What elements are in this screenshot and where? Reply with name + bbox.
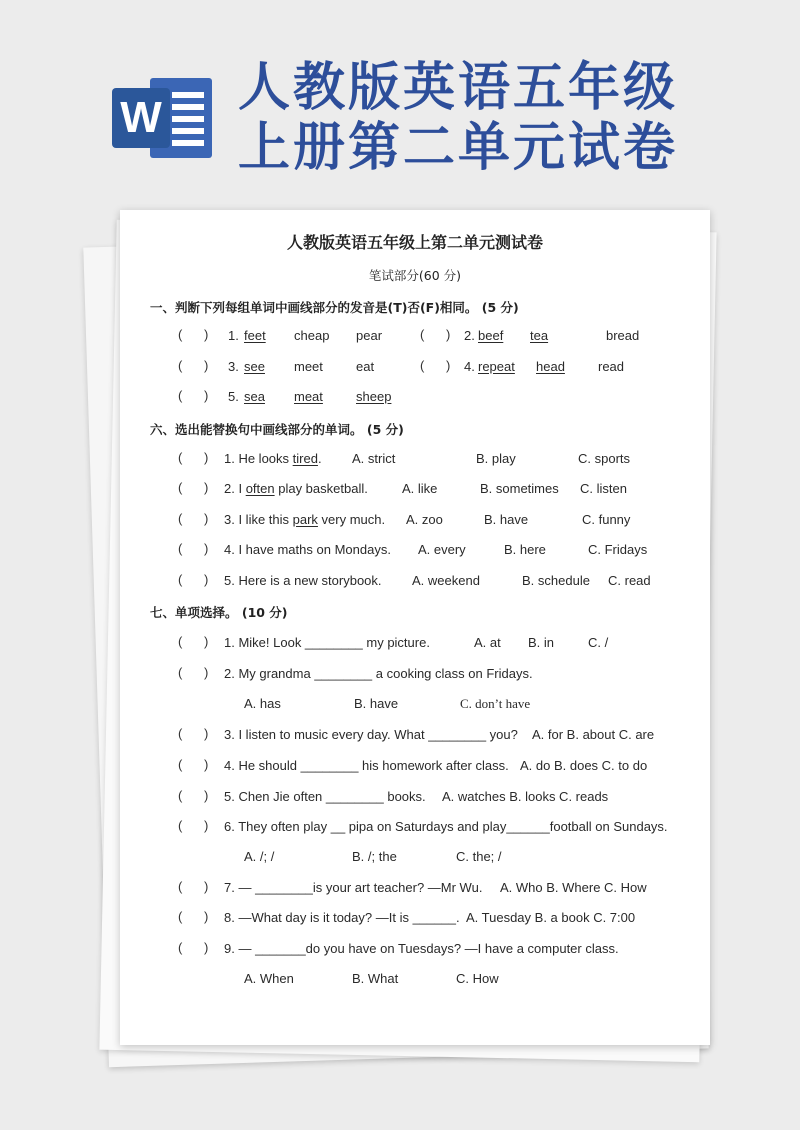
word-doc-icon — [112, 78, 212, 158]
document-subtitle: 笔试部分(60 分) — [368, 268, 462, 283]
answer-blank[interactable]: ( ) — [178, 940, 209, 955]
answer-blank[interactable]: ( ) — [178, 358, 209, 373]
answer-blank[interactable]: ( ) — [178, 450, 209, 465]
answer-blank[interactable]: ( ) — [420, 327, 451, 342]
answer-blank[interactable]: ( ) — [178, 909, 209, 924]
answer-blank[interactable]: ( ) — [178, 388, 209, 403]
answer-blank[interactable]: ( ) — [178, 788, 209, 803]
document-title: 人教版英语五年级上第二单元测试卷 — [286, 233, 543, 252]
section-1-heading: 一、判断下列每组单词中画线部分的发音是(T)否(F)相同。 (5 分) — [150, 300, 519, 315]
answer-blank[interactable]: ( ) — [178, 634, 209, 649]
answer-blank[interactable]: ( ) — [178, 757, 209, 772]
answer-blank[interactable]: ( ) — [178, 511, 209, 526]
answer-blank[interactable]: ( ) — [178, 327, 209, 342]
section-3-heading: 七、单项选择。 (10 分) — [150, 605, 288, 620]
banner — [0, 0, 800, 200]
answer-blank[interactable]: ( ) — [178, 480, 209, 495]
answer-blank[interactable]: ( ) — [178, 541, 209, 556]
answer-blank[interactable]: ( ) — [178, 665, 209, 680]
answer-blank[interactable]: ( ) — [178, 572, 209, 587]
banner-title-line1: 人教版英语五年级 — [238, 58, 679, 118]
banner-title — [238, 58, 678, 178]
exam-page: 人教版英语五年级上第二单元测试卷 笔试部分(60 分) 一、判断下列每组单词中画线部分的发音是(T)否(F)相同。 (5 分) ( ) 1. feet cheap pear ( ) 2. beef tea bread ( ) 3. see meet eat ( ) 4. repeat head read ( ) 5. sea meat sheep 六、选出能替换句中画线部分的单词。 (5 分) ( ) 1. He looks tired. A. strict B. play C. sports ( ) 2. I often play basketball. A. like B. sometimes C. listen ( ) 3. I like this park very much. A. zoo B. have C. funny ( ) 4. I have maths on Mondays. A. every B. here C. Fridays ( ) 5. Here is a new storybook. A. weekend B. schedule C. read 七、单项选择。 (10 分) ( ) 1. Mike! Look ________ my picture. A. at B. in C. / ( ) 2. My grandma ________ a cooking class on Fridays. A. has B. have C. don’t have ( ) 3. I listen to music every day. What ________ you? A. for B. about C. are ( ) 4. He should ________ his homework after class. A. do B. does C. to do ( ) 5. Chen Jie often ________ books. A. watches B. looks C. reads ( ) 6. They often play __ pipa on Saturdays and play______football on Sundays. A. /; / B. /; the C. the; / ( ) 7. — ________is your art teacher? —Mr Wu. A. Who B. Where C. How ( ) 8. —What day is it today? —It is ______. A. Tuesday B. a book C. 7:00 ( ) 9. — _______do you have on Tuesdays? —I have a computer class. A. When B. What C. How — [120, 210, 710, 1045]
banner-title-line2: 上册第二单元试卷 — [238, 118, 679, 178]
answer-blank[interactable]: ( ) — [178, 879, 209, 894]
word-logo-letter: W — [112, 88, 170, 148]
answer-blank[interactable]: ( ) — [178, 818, 209, 833]
answer-blank[interactable]: ( ) — [420, 358, 451, 373]
answer-blank[interactable]: ( ) — [178, 726, 209, 741]
section-2-heading: 六、选出能替换句中画线部分的单词。 (5 分) — [150, 422, 404, 437]
